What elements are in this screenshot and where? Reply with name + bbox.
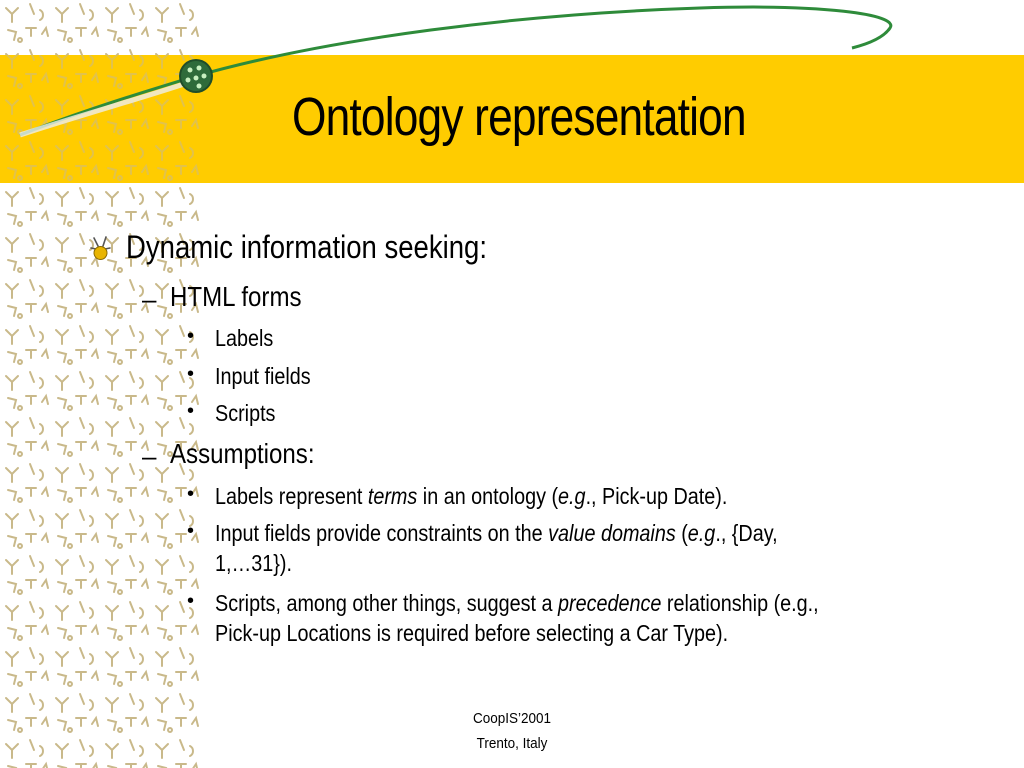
slide-title: Ontology representation	[292, 87, 746, 147]
bullet-scripts-precedence: Scripts, among other things, suggest a precedence relationship (e.g.,	[215, 590, 819, 616]
slide-footer	[447, 706, 577, 756]
bullet-dot-icon: •	[187, 400, 195, 422]
bullet-input-fields-constraints: Input fields provide constraints on the value domains (e.g., {Day,	[215, 520, 778, 546]
bullet-labels-represent-terms: Labels represent terms in an ontology (e.g., Pick-up Date).	[215, 483, 728, 509]
bullet-dot-icon: •	[187, 363, 195, 385]
bullet-dot-icon	[88, 234, 114, 262]
bullet-dot-icon: •	[187, 520, 195, 542]
bullet-html-forms: HTML forms	[170, 281, 302, 312]
footer-location: Trento, Italy	[476, 735, 548, 752]
bullet-dot-icon: •	[187, 483, 195, 505]
footer-conference: CoopIS’2001	[472, 710, 552, 727]
bullet-assumptions: Assumptions:	[170, 438, 315, 469]
globe-logo-icon	[179, 59, 213, 93]
bullet-labels: Labels	[215, 325, 274, 351]
bullet-dot-icon: •	[187, 325, 195, 347]
bullet-input-fields-constraints-line2: 1,…31}).	[215, 550, 292, 576]
bullet-scripts: Scripts	[215, 400, 276, 426]
bullet-scripts-precedence-line2: Pick-up Locations is required before selecting a Car Type).	[215, 620, 729, 646]
dash-marker-icon: –	[142, 284, 157, 314]
dash-marker-icon: –	[142, 441, 157, 471]
bullet-dot-icon: •	[187, 590, 195, 612]
bullet-dynamic-information-seeking: Dynamic information seeking:	[126, 229, 487, 265]
bullet-input-fields: Input fields	[215, 363, 311, 389]
